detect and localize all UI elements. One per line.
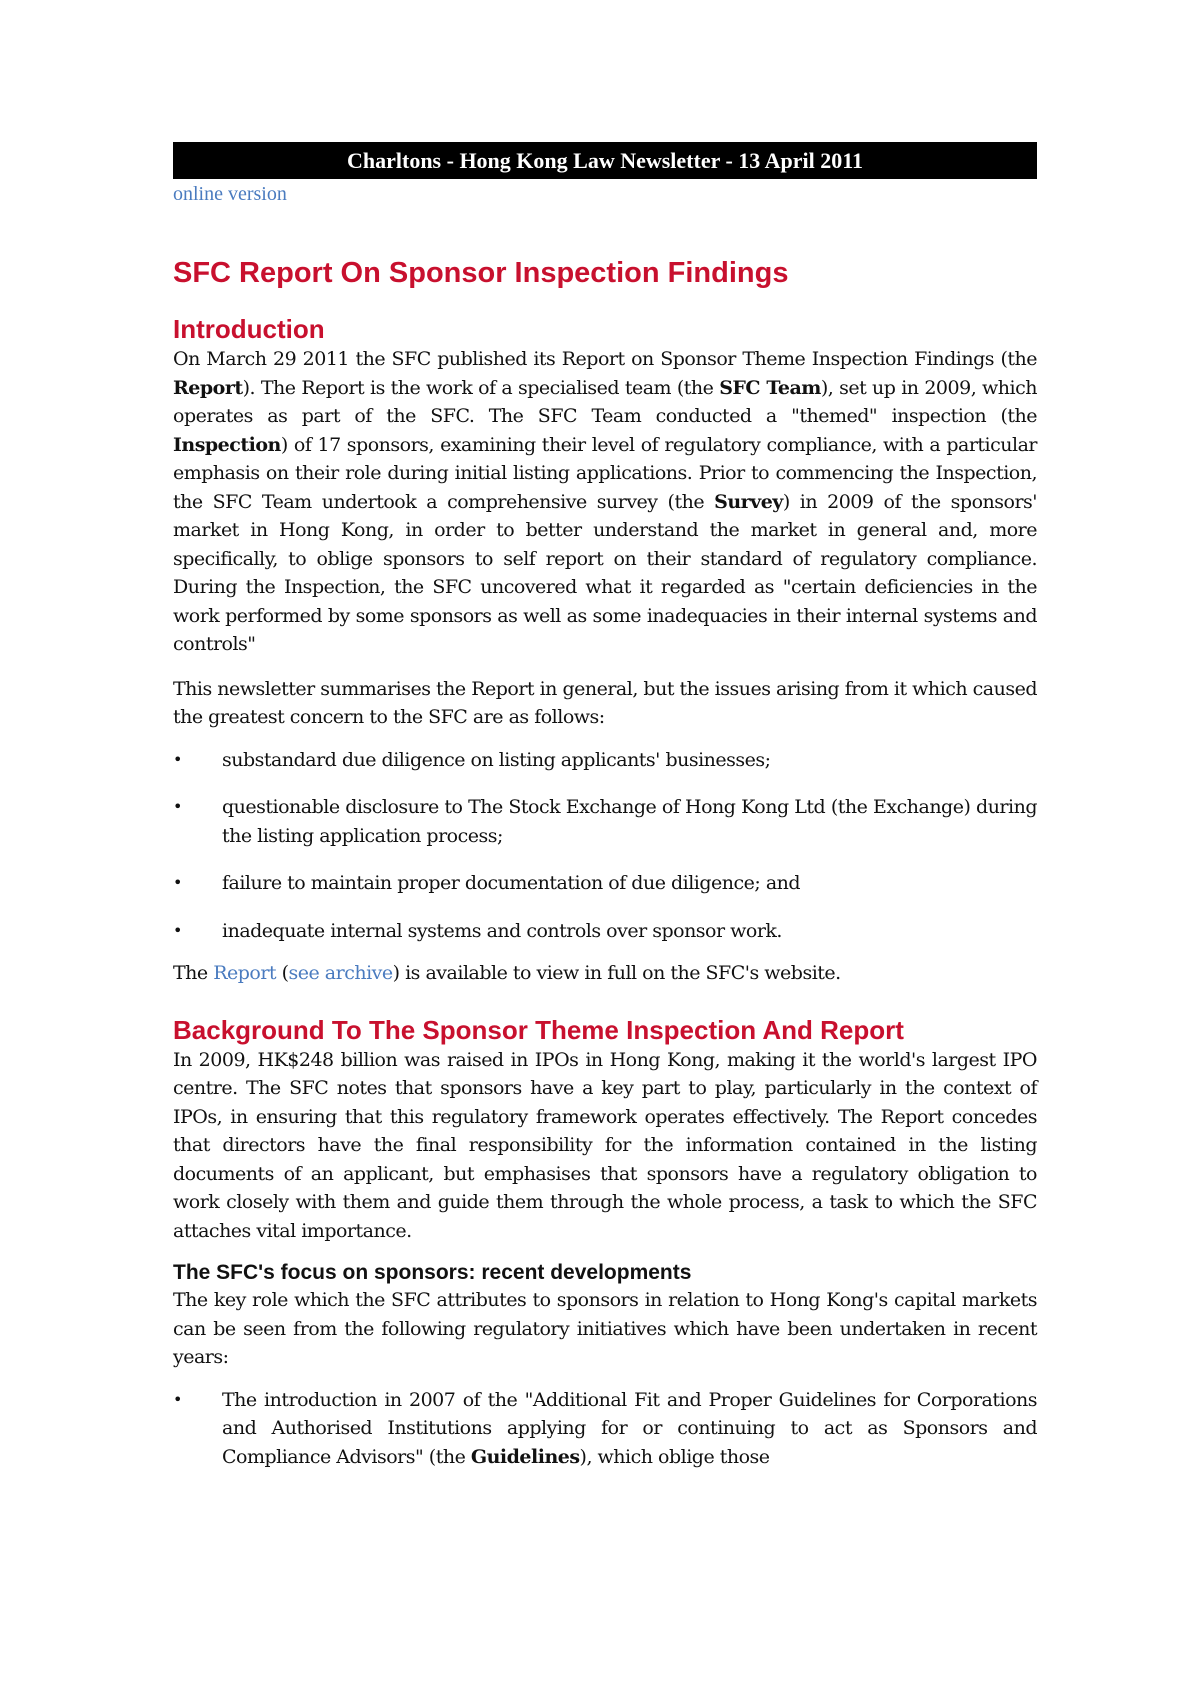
term-inspection: Inspection bbox=[173, 433, 281, 456]
list-item: • questionable disclosure to The Stock Exchange of Hong Kong Ltd (the Exchange) during the listing application process; bbox=[173, 793, 1037, 850]
report-link[interactable]: Report bbox=[213, 962, 277, 984]
issues-list bbox=[173, 746, 1037, 946]
list-item: • inadequate internal systems and controls over sponsor work. bbox=[173, 917, 1037, 946]
report-availability-paragraph: The Report (see archive) is available to view in full on the SFC's website. bbox=[173, 962, 841, 984]
term-sfc-team: SFC Team bbox=[719, 376, 821, 399]
initiatives-list bbox=[173, 1386, 1037, 1472]
focus-paragraph: The key role which the SFC attributes to sponsors in relation to Hong Kong's capital markets can be seen from the following regulatory initiatives which have been undertaken in recent years: bbox=[173, 1289, 1037, 1368]
introduction-heading: Introduction bbox=[173, 314, 325, 344]
term-survey: Survey bbox=[714, 490, 783, 513]
background-heading: Background To The Sponsor Theme Inspection And Report bbox=[173, 1014, 904, 1045]
bullet-icon: • bbox=[173, 1389, 182, 1409]
online-version-link[interactable]: online version bbox=[173, 183, 287, 205]
see-archive-link[interactable]: see archive bbox=[288, 962, 393, 984]
term-guidelines: Guidelines bbox=[470, 1445, 580, 1468]
article-title: SFC Report On Sponsor Inspection Findings bbox=[173, 257, 789, 289]
focus-subheading: The SFC's focus on sponsors: recent developments bbox=[173, 1261, 692, 1284]
bullet-icon: • bbox=[173, 873, 182, 892]
intro-paragraph-2: This newsletter summarises the Report in general, but the issues arising from it which caused the greatest concern to the SFC are as follows: bbox=[173, 677, 1037, 728]
newsletter-banner: Charltons - Hong Kong Law Newsletter - 13 April 2011 bbox=[173, 142, 1037, 179]
intro-paragraph-1: On March 29 2011 the SFC published its Report on Sponsor Theme Inspection Findings (the Report). The Report is the work of a specialised team (the SFC Team), set up in 2009, which operates as part of the SFC. The SFC Team conducted a "themed" inspection (the Inspection) of 17 sponsors, examining their level of regulatory compliance, with a particular emphasis on their role during initial listing applications. Prior to commencing the Inspection, the SFC Team undertook a comprehensive survey (the Survey) in 2009 of the sponsors' market in Hong Kong, in order to better understand the market in general and, more specifically, to oblige sponsors to self report on their standard of regulatory compliance. During the Inspection, the SFC uncovered what it regarded as "certain deficiencies in the work performed by some sponsors as well as some inadequacies in their internal systems and controls" bbox=[173, 348, 1037, 655]
list-item: • substandard due diligence on listing applicants' businesses; bbox=[173, 746, 1037, 775]
newsletter-page bbox=[173, 142, 1037, 1490]
bullet-icon: • bbox=[173, 920, 182, 940]
list-item: • failure to maintain proper documentation of due diligence; and bbox=[173, 869, 1037, 898]
list-item: • The introduction in 2007 of the "Additional Fit and Proper Guidelines for Corporations and Authorised Institutions applying for or continuing to act as Sponsors and Compliance Advisors" (the Guidelines), which oblige those bbox=[173, 1386, 1037, 1472]
background-paragraph: In 2009, HK$248 billion was raised in IPOs in Hong Kong, making it the world's largest IPO centre. The SFC notes that sponsors have a key part to play, particularly in the context of IPOs, in ensuring that this regulatory framework operates effectively. The Report concedes that directors have the final responsibility for the information contained in the listing documents of an applicant, but emphasises that sponsors have a regulatory obligation to work closely with them and guide them through the whole process, a task to which the SFC attaches vital importance. bbox=[173, 1048, 1037, 1242]
term-report: Report bbox=[173, 376, 243, 399]
bullet-icon: • bbox=[173, 797, 182, 816]
bullet-icon: • bbox=[173, 749, 182, 769]
